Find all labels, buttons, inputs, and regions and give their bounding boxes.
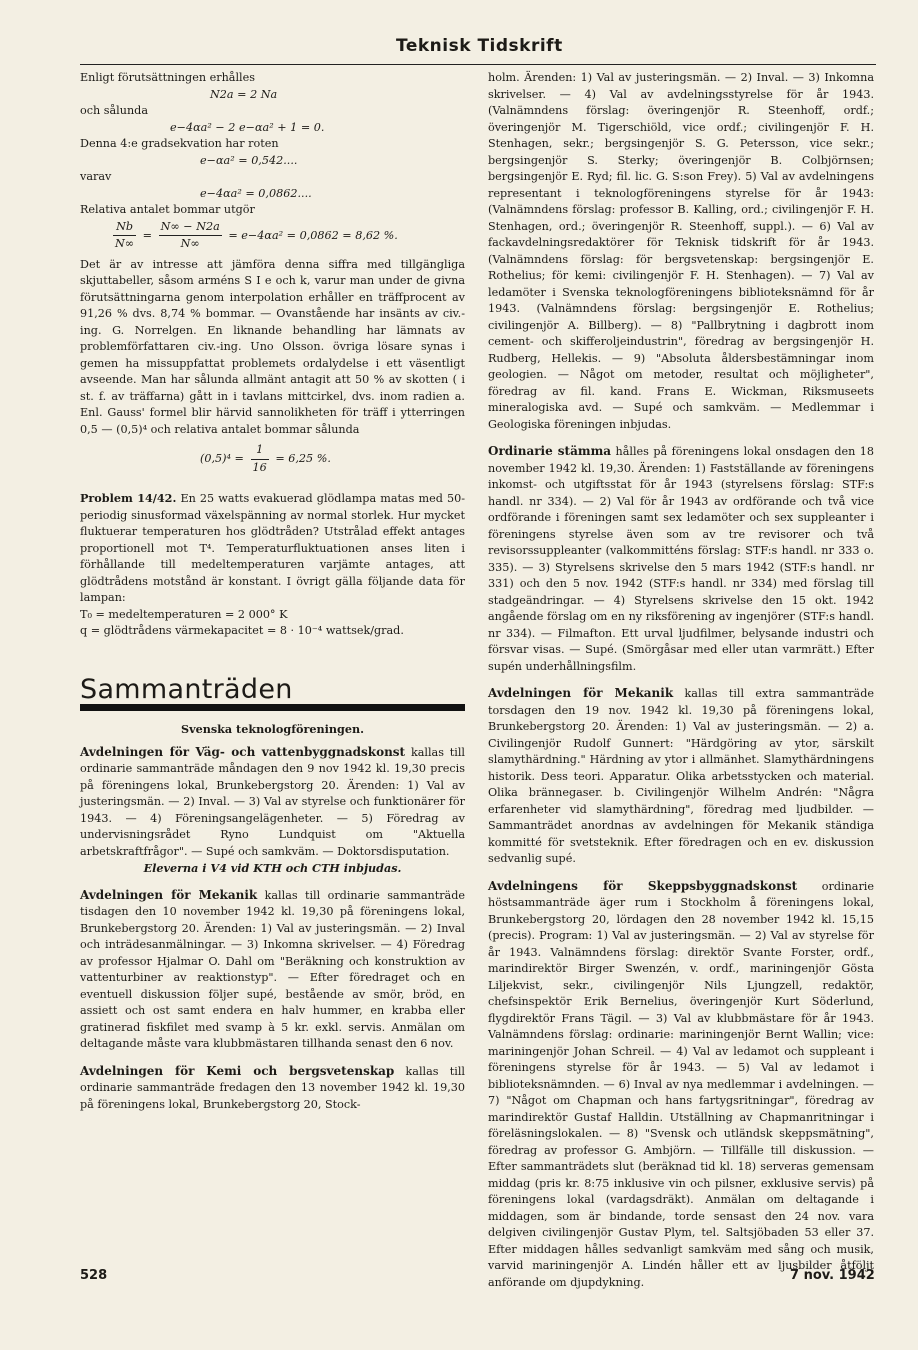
kemi-text: kallas till ordinarie sammanträde fredagen den 13 november 1942 kl. 19,30 på föreningens lokal, Brunkebergstorg 20, Stock- [80,1064,465,1111]
equation-6-left: (0,5)⁴ = [200,452,244,465]
equation-4: e−4αa² = 0,0862.... [200,186,312,200]
issue-date: 7 nov. 1942 [790,1268,875,1283]
kemi-continuation: holm. Ärenden: 1) Val av justeringsmän. — 2) Inval. — 3) Inkomna skrivelser. — 4) Val av avdelningsstyrelse för år 1943. (Valnämndens förslag: överingenjör R. Steenhoff, ordf.; överingenjör M. Tigerschiöld, vice ordf.; civilingenjör F. H. Stenhagen, sekr.; bergsingenjör S. G. Petersson, vice sekr.; bergsingenjör S. Sterky; överingenjör B. Colbjörnsen; bergsingenjör E. Ryd; fil. lic. G. S:son Frey). 5) Val av avdelningens representant i teknologföreningens styrelse för år 1943: (Valnämndens förslag: professor B. Kalling, ord.; civilingenjör F. H. Stenhagen, ord.; överingenjör R. Steenhoff, suppl.). — 6) Val av fackavdelningsredaktörer för Teknisk tidskrift för år 1943. (Valnämndens förslag: för bergsvetenskap: bergsingenjör E. Rothelius; för kemi: civilingenjör F. H. Stenhagen). — 7) Val av ledamöter i Svenska teknologföreningens biblioteksnämnd för år 1943. (Valnämndens förslag: bergsingenjör E. Rothelius; civilingenjör A. Billberg). — 8) "Pallbrytning i dagbrott inom cement- och skifferoljeindustrin", föredrag av bergsingenjör H. Rudberg, Hellekis. — 9) "Absoluta åldersbestämningar inom geologien. — Något om metoder, resultat och möjligheter", föredrag av fil. kand. Frans E. Wickman, Riksmuseets mineralogiska avd. — Supé och samkväm. — Medlemmar i Geologiska föreningen inbjudas. [488,71,874,431]
mek2-text: kallas till extra sammanträde torsdagen den 19 nov. 1942 kl. 19,30 på föreningens lokal, Brunkebergstorg 20. Ärenden: 1) Val av justeringsmän. — 2) a. Civilingenjör Rudolf Gunnert: "Härdgöring av ytor, särskilt slamythärdning." Härdning av ytor i allmänhet. Slamythärdningens historik. Dess teori. Apparatur. Olika arbetsstycken och material. Olika brännegaser. b. Civilingenjör Wilhelm Andrén: "Några erfarenheter vid slamythärdning", föredrag med ljudbilder. — Sammanträdet anordnas av avdelningen för Mekanik ständiga kommitté för svetsteknik. Efter föredragen och en ev. diskussion sedvanlig supé. [488,687,874,865]
relativa-text: Relativa antalet bommar utgör [80,203,255,216]
vag-title: Avdelningen för Väg- och vattenbyggnadskonst [80,744,406,759]
problem-paragraph [80,490,465,607]
skepp-title: Avdelningens för Skeppsbyggnadskonst [488,878,798,893]
fraction-num: Nb [113,219,136,237]
right-column [488,70,874,1291]
fraction-nb [113,219,136,253]
och-salunda: och sålunda [80,104,148,117]
mek-text: kallas till ordinarie sammanträde tisdagen den 10 november 1942 kl. 19,30 på föreningens lokal, Brunkebergstorg 20. Ärenden: 1) Val av justeringsmän. — 2) Inval och inträdesanmälningar. — 3) Inkomna skrivelser. — 4) Föredrag av professor Hjalmar O. Dahl om "Beräkning och konstruktion av vattenturbiner av reaktionstyp". — Efter föredraget och en eventuell diskussion följer supé, bestående av smör, bröd, en assiett och ost samt endera en halv hummer, en krabba eller gratinerad fiskfilet med svamp à 5 kr. exkl. servis. Anmälan om deltagande måste vara klubbmästaren tillhanda senast den 6 nov. [80,888,465,1050]
fraction-den: N∞ [115,237,135,250]
section-rule [80,704,465,711]
intro-text: Enligt förutsättningen erhålles [80,71,255,84]
header-rule [80,64,876,65]
page-number: 528 [80,1268,108,1283]
journal-title: Teknisk Tidskrift [396,36,563,56]
root-text: Denna 4:e gradsekvation har roten [80,137,279,150]
skepp-paragraph [488,878,874,1292]
data-line-2: q = glödtrådens värmekapacitet = 8 · 10⁻⁴ wattsek/grad. [80,624,404,637]
equation-1: N2a = 2 Na [210,87,278,101]
section-title: Sammanträden [80,673,293,705]
fraction-num: N∞ − N2a [159,219,222,237]
equation-5: $\frac{Nb}{N\infty}$ = $\frac{N\infty - N2a}{N\infty}$ = e−4αa² = 0,0862 = 8,62 %. [80,219,465,253]
org-title: Svenska teknologföreningen. [181,722,364,736]
fraction-num: 1 [251,442,269,460]
equation-6 [80,442,465,476]
kemi-title: Avdelningen för Kemi och bergsvetenskap [80,1063,395,1078]
equation-2: e−4αa² − 2 e−αa² + 1 = 0. [170,120,325,134]
discussion-paragraph: Det är av intresse att jämföra denna siffra med tillgängliga skjuttabeller, såsom arméns S I e och k, varur man under de givna förutsättningarna genom interpolation erhåller en träffprocent av 91,26 % dvs. 8,74 % bommar. — Ovanstående har insänts av civ.-ing. G. Norrelgen. En liknande behandling har lämnats av problemförfattaren civ.-ing. Uno Olsson. övriga lösare synas i gemen ha missuppfattat problemets ordalydelse i ett väsentligt avseende. Man har sålunda allmänt antagit att 50 % av skotten ( i st. f. av träffarna) gått in i tavlans mittcirkel, dvs. inom radien a. Enl. Gauss' formel blir härvid sannolikheten för träff i ytterringen 0,5 — (0,5)⁴ och relativa antalet bommar sålunda [80,257,465,436]
varav-text: varav [80,170,112,183]
problem-title: Problem 14/42. [80,491,177,505]
fraction-den: N∞ [180,237,200,250]
problem-text: En 25 watts evakuerad glödlampa matas med 50-periodig sinusformad växelspänning av normal storlek. Hur mycket fluktuerar temperaturen hos glödtråden? Utstrålad effekt antages proportionell mot T⁴. Temperaturfluktuationen anses liten i förhållande till medeltemperaturen varjämte antages, att glödtrådens motstånd är konstant. I övrigt gälla följande data för lampan: [80,492,465,604]
fraction-ninf [159,219,222,253]
fraction-den: 16 [252,460,267,474]
skepp-text: ordinarie höstsammanträde äger rum i Stockholm å föreningens lokal, Brunkebergstorg 20, lördagen den 28 november 1942 kl. 15,15 (precis). Program: 1) Val av justeringsmän. — 2) Val av styrelse för år 1943. Valnämndens förslag: direktör Svante Forster, ordf., marindirektör Birger Swenzén, v. ordf., mariningenjör Gösta Liljekvist, sekr., civilingenjör Nils Ljungzell, redaktör, chefsinspektör Erik Bernelius, överingenjör Kurt Söderlund, flygdirektör Frans Tägil. — 3) Val av klubbmästare för år 1943. Valnämndens förslag: ordinarie: mariningenjör Bernt Wallin; vice: mariningenjör Johan Schreil. — 4) Val av ledamot och suppleant i föreningens styrelse för år 1943. — 5) Val av ledamot i biblioteksnämnden. — 6) Inval av nya medlemmar i avdelningen. — 7) "Något om Chapman och hans fartygsritningar", föredrag av marindirektör Gustaf Halldin. Utställning av Chapmanritningar i föreläsningslokalen. — 8) "Svensk och utländsk skeppsmätning", föredrag av professor G. Ambjörn. — Tillfälle till diskussion. — Efter sammanträdets slut (beräknad tid kl. 18) serveras gemensam middag (pris kr. 8:75 inklusive vin och pilsner, exklusive servis) på föreningens lokal (vardagsdräkt). Anmälan om deltagande i middagen, som är bindande, torde sensast den 24 nov. vara delgiven civilingenjör Gustav Plym, tel. Saltsjöbaden 53 eller 37. Efter middagen hålles sedvanligt samkväm med sång och musik, varvid mariningenjör A. Lindén håller ett av ljusbilder åtföljt anförande om djupdykning. [488,879,874,1289]
mek2-paragraph [488,685,874,868]
vag-text: kallas till ordinarie sammanträde måndagen den 9 nov 1942 kl. 19,30 precis på föreningens lokal, Brunkebergstorg 20. Ärenden: 1) Val av justeringsmän. — 2) Inval. — 3) Val av styrelse och funktionärer för 1943. — 4) Föreningsangelägenheter. — 5) Föredrag av undervisningsrådet Ryno Lundquist om "Aktuella arbetskraftfrågor". — Supé och samkväm. — Doktorsdisputation. [80,745,466,858]
equation-3: e−αa² = 0,542.... [200,153,298,167]
stamma-text: hålles på föreningens lokal onsdagen den 18 november 1942 kl. 19,30. Ärenden: 1) Fastställande av föreningens inkomst- och utgiftsstat för år 1943 (styrelsens förslag: STF:s handl. nr 334). — 2) Val för år 1943 av ordförande och två vice ordförande i föreningen samt sex ledamöter och sex suppleanter i föreningens styrelse även som av tre revisorer och två revisorssuppleanter (valkommitténs förslag: STF:s handl. nr 333 o. 335). — 3) Styrelsens skrivelse den 5 mars 1942 (STF:s handl. nr 331) och den 5 nov. 1942 (STF:s handl. nr 334) med förslag till stadgeändringar. — 4) Styrelsens skrivelse den 15 okt. 1942 angående förslag om en ny riksförening av ingenjörer (STF:s handl. nr 334). — Filmafton. Ett urval ljudfilmer, belysande industri och försvar visas. — Supé. (Smörgåsar med eller utan varmrätt.) Efter supén underhållningsfilm. [488,445,874,673]
vag-paragraph [80,744,465,861]
mek-title: Avdelningen för Mekanik [80,887,258,902]
mek-paragraph [80,887,465,1053]
equation-6-right: = 6,25 %. [275,452,331,465]
vag-note: Eleverna i V4 vid KTH och CTH inbjudas. [143,861,402,875]
mek2-title: Avdelningen för Mekanik [488,686,674,700]
stamma-title: Ordinarie stämma [488,444,612,458]
left-column [80,70,465,1113]
stamma-paragraph [488,443,874,675]
kemi-paragraph [80,1063,465,1114]
data-line-1: T₀ = medeltemperaturen = 2 000° K [80,607,288,621]
equation-5-rest: = e−4αa² = 0,0862 = 8,62 %. [228,228,398,242]
fraction-sixteenth [251,442,269,476]
